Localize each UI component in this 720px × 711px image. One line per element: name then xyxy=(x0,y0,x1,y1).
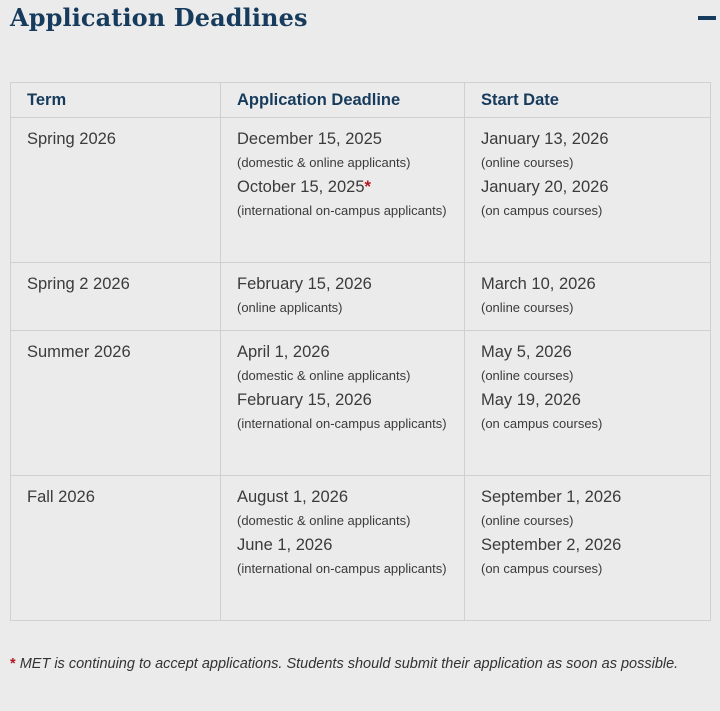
deadline-date xyxy=(237,128,448,150)
start-date xyxy=(481,486,694,508)
applicant-type-note: (domestic & online applicants) xyxy=(237,368,411,383)
minus-icon xyxy=(698,16,716,20)
term-label: Summer 2026 xyxy=(27,343,131,361)
course-type-note: (online courses) xyxy=(481,368,574,383)
deadline-date xyxy=(237,176,448,198)
column-header-start: Start Date xyxy=(465,83,711,118)
term-cell xyxy=(11,476,221,621)
course-type-note: (online courses) xyxy=(481,513,574,528)
date-text: May 5, 2026 xyxy=(481,343,572,361)
table-body xyxy=(11,118,711,621)
applicant-type-note: (online applicants) xyxy=(237,300,343,315)
footnote-text: MET is continuing to accept applications. Students should submit their application as soon as possible. xyxy=(19,656,679,672)
applicant-type-note: (domestic & online applicants) xyxy=(237,513,411,528)
course-type-note: (online courses) xyxy=(481,155,574,170)
collapse-toggle[interactable] xyxy=(698,13,716,23)
start-date xyxy=(481,128,694,150)
start-date-cell xyxy=(465,331,711,476)
footnote-asterisk: * xyxy=(10,656,16,672)
date-text: May 19, 2026 xyxy=(481,391,581,409)
table-row xyxy=(11,476,711,621)
applicant-type-note: (international on-campus applicants) xyxy=(237,203,447,218)
date-text: June 1, 2026 xyxy=(237,536,333,554)
table-header-row xyxy=(11,83,711,118)
column-header-deadline: Application Deadline xyxy=(221,83,465,118)
term-label: Spring 2 2026 xyxy=(27,275,130,293)
term-cell xyxy=(11,118,221,263)
deadline-date xyxy=(237,341,448,363)
applicant-type-note: (domestic & online applicants) xyxy=(237,155,411,170)
start-date xyxy=(481,341,694,363)
course-type-note: (on campus courses) xyxy=(481,416,603,431)
start-date-cell xyxy=(465,476,711,621)
section-header xyxy=(0,0,720,50)
table-row xyxy=(11,118,711,263)
start-date-cell xyxy=(465,263,711,331)
date-text: January 20, 2026 xyxy=(481,178,609,196)
date-text: December 15, 2025 xyxy=(237,130,382,148)
term-label: Fall 2026 xyxy=(27,488,95,506)
term-cell xyxy=(11,263,221,331)
date-text: March 10, 2026 xyxy=(481,275,596,293)
course-type-note: (on campus courses) xyxy=(481,203,603,218)
deadline-cell xyxy=(221,263,465,331)
start-date-cell xyxy=(465,118,711,263)
start-date xyxy=(481,389,694,411)
deadline-cell xyxy=(221,118,465,263)
date-text: September 2, 2026 xyxy=(481,536,622,554)
applicant-type-note: (international on-campus applicants) xyxy=(237,416,447,431)
course-type-note: (online courses) xyxy=(481,300,574,315)
deadline-date xyxy=(237,273,448,295)
date-text: February 15, 2026 xyxy=(237,391,372,409)
date-text: January 13, 2026 xyxy=(481,130,609,148)
applicant-type-note: (international on-campus applicants) xyxy=(237,561,447,576)
date-text: September 1, 2026 xyxy=(481,488,622,506)
term-cell xyxy=(11,331,221,476)
footnote xyxy=(10,652,700,676)
date-text: February 15, 2026 xyxy=(237,275,372,293)
deadline-cell xyxy=(221,476,465,621)
deadline-date xyxy=(237,486,448,508)
section-title: Application Deadlines xyxy=(10,3,308,32)
asterisk-marker: * xyxy=(364,178,371,196)
table-row xyxy=(11,331,711,476)
start-date xyxy=(481,273,694,295)
term-label: Spring 2026 xyxy=(27,130,116,148)
date-text: April 1, 2026 xyxy=(237,343,330,361)
date-text: October 15, 2025 xyxy=(237,178,365,196)
table-row xyxy=(11,263,711,331)
deadline-date xyxy=(237,389,448,411)
deadline-date xyxy=(237,534,448,556)
start-date xyxy=(481,534,694,556)
course-type-note: (on campus courses) xyxy=(481,561,603,576)
deadline-cell xyxy=(221,331,465,476)
date-text: August 1, 2026 xyxy=(237,488,349,506)
start-date xyxy=(481,176,694,198)
column-header-term: Term xyxy=(11,83,221,118)
deadlines-table xyxy=(10,82,711,621)
